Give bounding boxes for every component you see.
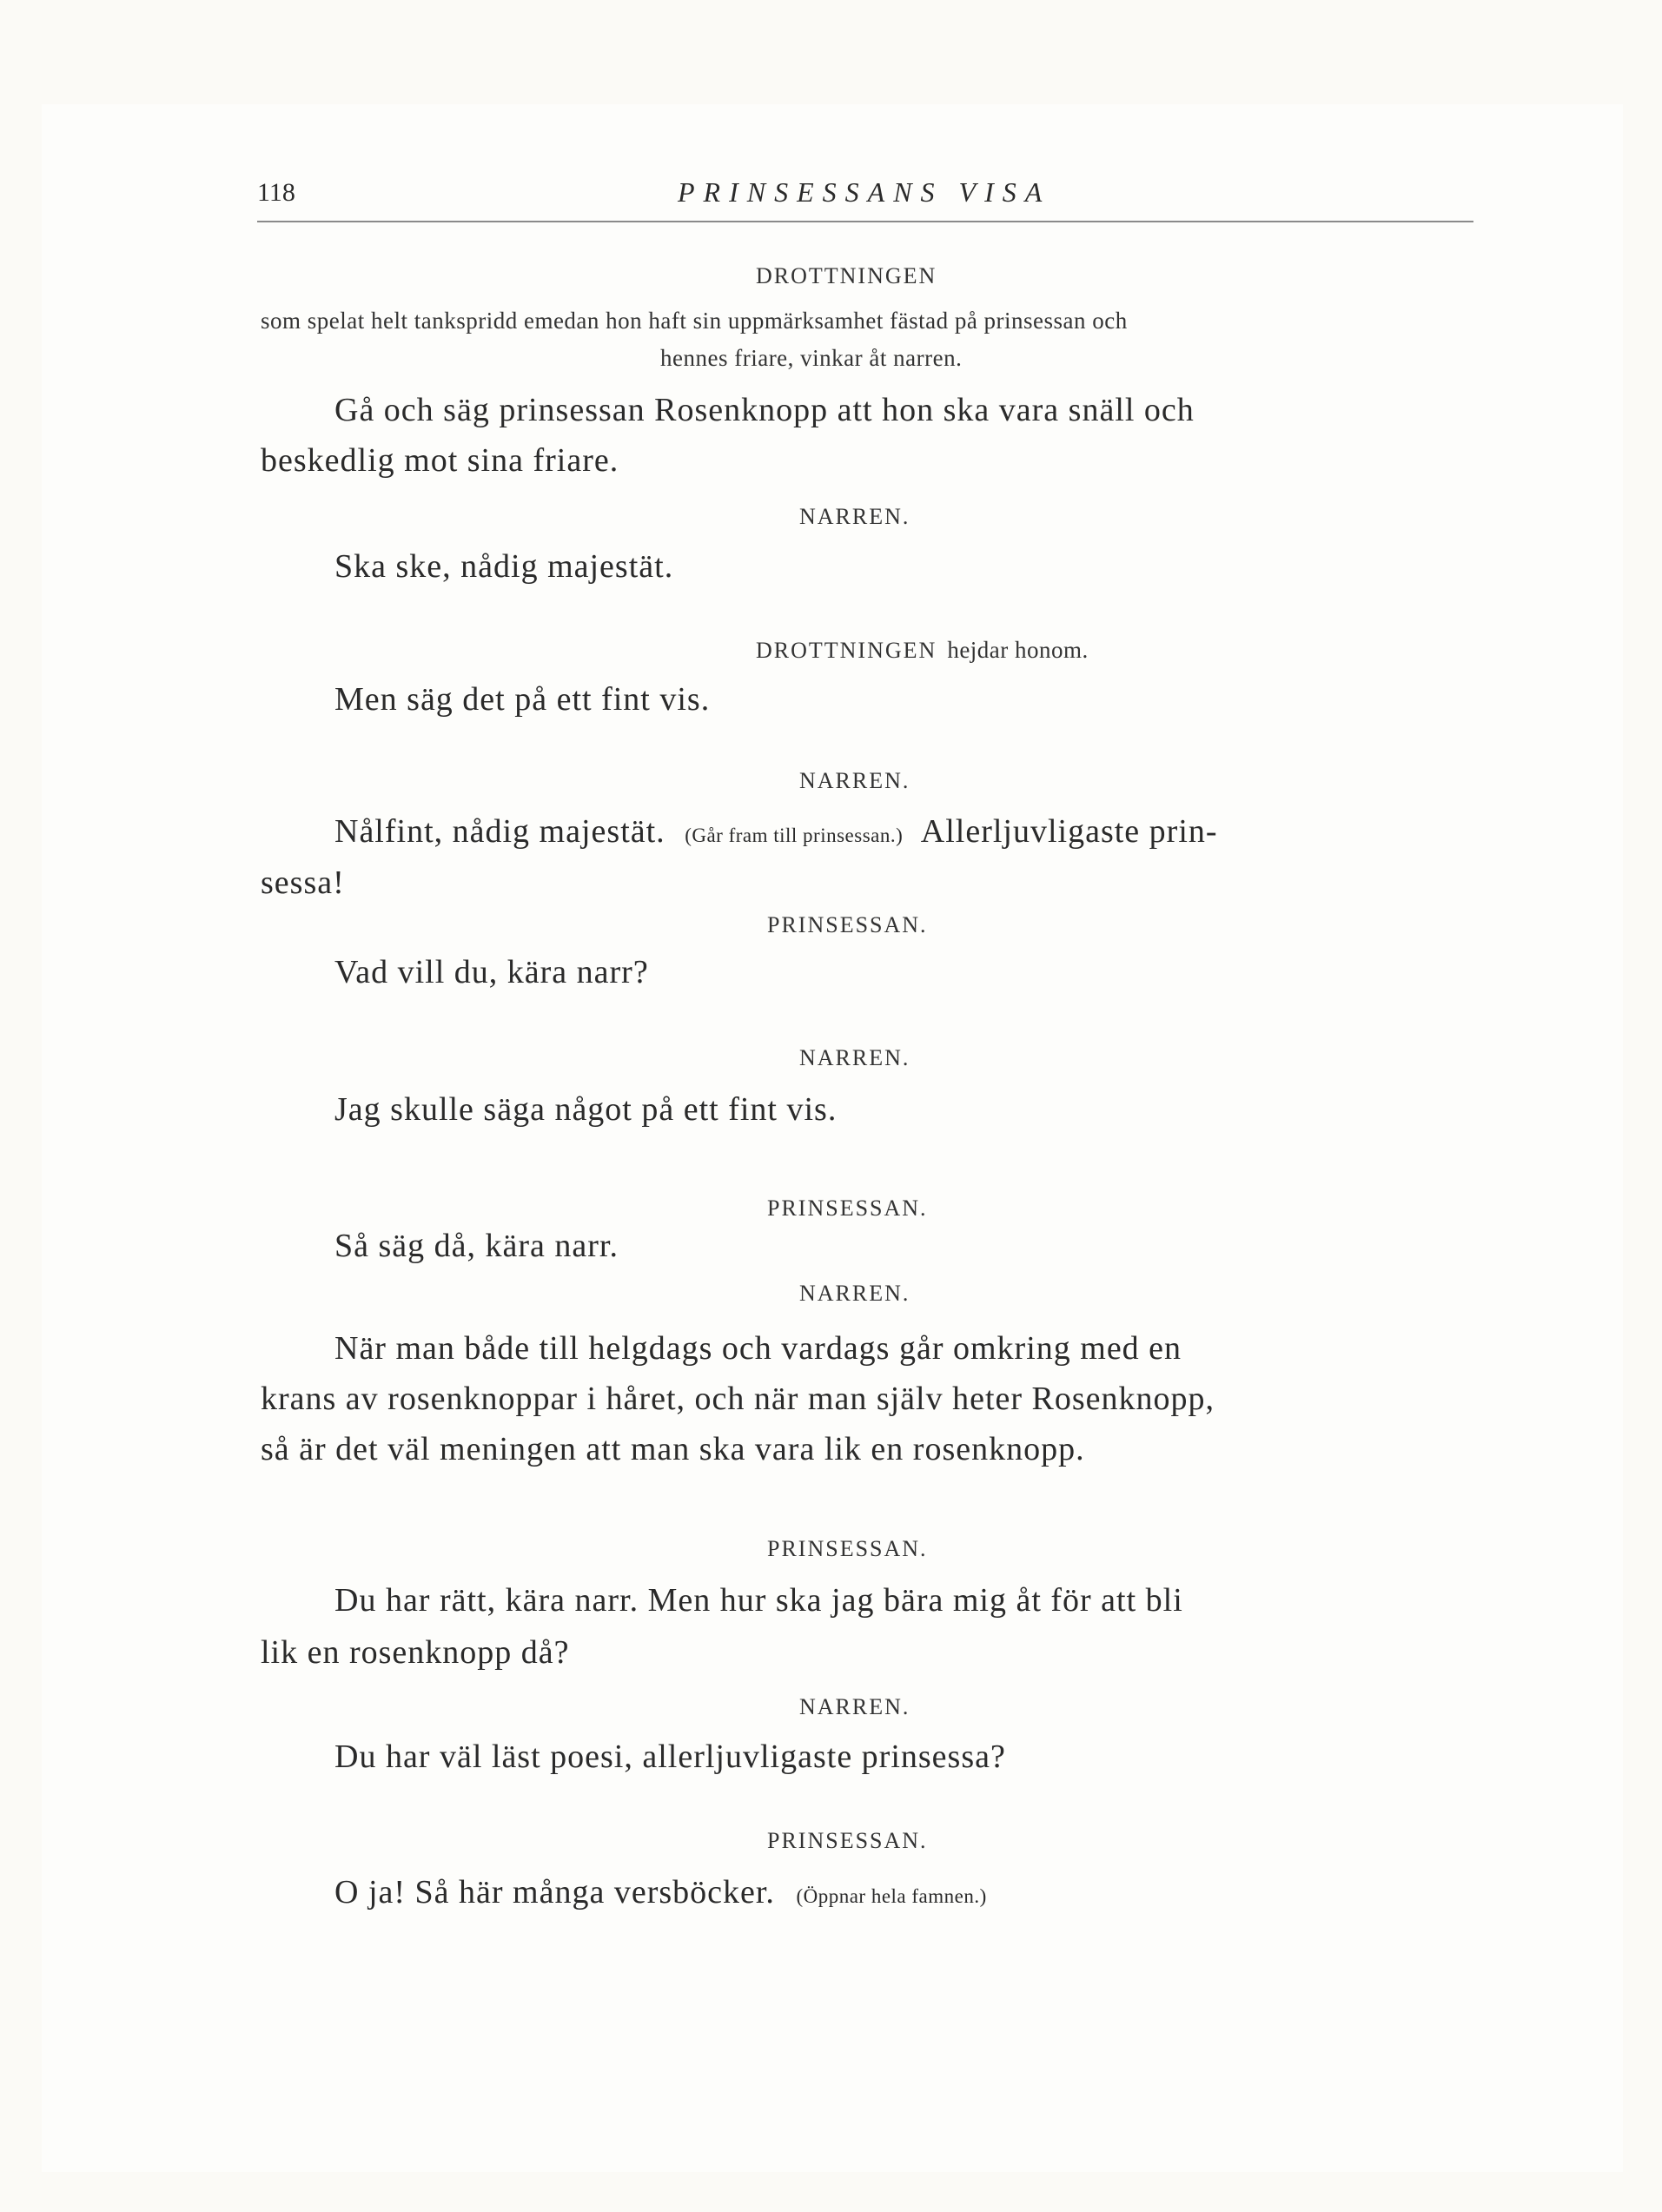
dialogue-line: Gå och säg prinsessan Rosenknopp att hon ska vara snäll och [334, 392, 1195, 428]
speaker-narren: NARREN. [799, 504, 910, 529]
speaker-drottningen: DROTTNINGEN [756, 263, 937, 288]
dialogue-line [334, 812, 1218, 851]
speaker-prinsessan: PRINSESSAN. [767, 1536, 928, 1561]
page-number: 118 [257, 178, 295, 207]
speaker-prinsessan: PRINSESSAN. [767, 1195, 928, 1221]
speaker-prinsessan: PRINSESSAN. [767, 912, 928, 937]
dialogue-line: Vad vill du, kära narr? [334, 954, 649, 990]
dialogue-line: Så säg då, kära narr. [334, 1228, 619, 1264]
inline-stage-direction: (Öppnar hela famnen.) [796, 1885, 987, 1907]
dialogue-line: Du har väl läst poesi, allerljuvligaste prinsessa? [334, 1738, 1006, 1775]
dialogue-text: O ja! Så här många versböcker. [334, 1874, 775, 1911]
inline-stage-direction: (Går fram till prinsessan.) [685, 825, 904, 846]
speaker-narren: NARREN. [799, 1045, 910, 1070]
dialogue-line: beskedlig mot sina friare. [261, 442, 619, 479]
speaker-drottningen: DROTTNINGEN [756, 638, 937, 663]
dialogue-line: När man både till helgdags och vardags går omkring med en [334, 1330, 1182, 1367]
dialogue-line: Ska ske, nådig majestät. [334, 548, 674, 585]
stage-direction: hennes friare, vinkar åt narren. [660, 345, 963, 371]
dialogue-text: Nålfint, nådig majestät. [334, 813, 665, 850]
header-rule [257, 221, 1473, 222]
running-title: PRINSESSANS VISA [678, 176, 1051, 208]
dialogue-line: lik en rosenknopp då? [261, 1634, 570, 1671]
speaker-with-direction [756, 637, 1089, 664]
speaker-narren: NARREN. [799, 1694, 910, 1719]
dialogue-line [334, 1873, 987, 1911]
speaker-narren: NARREN. [799, 1281, 910, 1306]
dialogue-line: Jag skulle säga något på ett fint vis. [334, 1091, 838, 1128]
dialogue-line: Men säg det på ett fint vis. [334, 681, 711, 718]
stage-direction: hejdar honom. [947, 637, 1089, 663]
dialogue-line: sessa! [261, 864, 345, 901]
dialogue-line: Du har rätt, kära narr. Men hur ska jag bära mig åt för att bli [334, 1582, 1183, 1619]
stage-direction: som spelat helt tankspridd emedan hon haft sin uppmärksamhet fästad på prinsessan och [261, 308, 1128, 334]
speaker-prinsessan: PRINSESSAN. [767, 1828, 928, 1853]
dialogue-text: Allerljuvligaste prin- [920, 813, 1218, 850]
dialogue-line: krans av rosenknoppar i håret, och när man själv heter Rosenknopp, [261, 1381, 1215, 1417]
speaker-narren: NARREN. [799, 768, 910, 793]
dialogue-line: så är det väl meningen att man ska vara lik en rosenknopp. [261, 1431, 1085, 1467]
